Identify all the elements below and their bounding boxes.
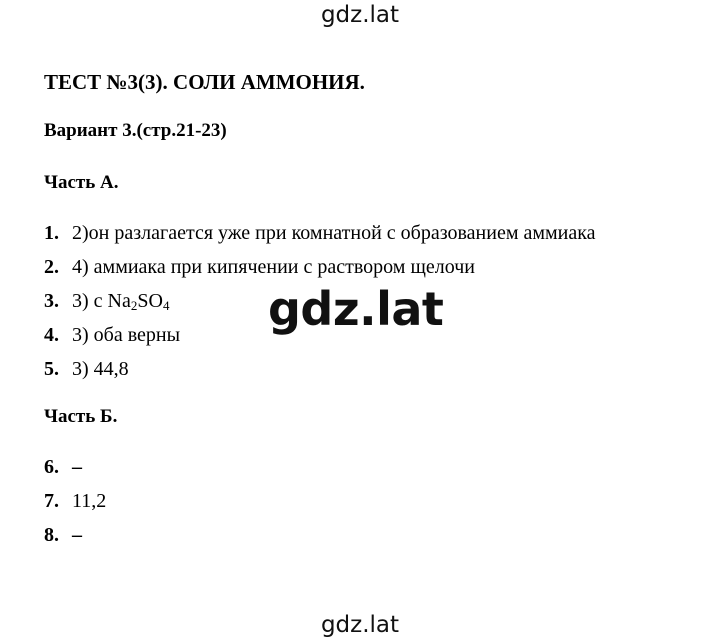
part-a-heading: Часть А.	[44, 172, 119, 193]
answer-item	[44, 222, 596, 245]
answer-text: –	[72, 456, 82, 478]
answer-text	[72, 290, 169, 312]
watermark-bottom: gdz.lat	[320, 612, 400, 638]
answer-text: 3) 44,8	[72, 358, 129, 380]
answer-item	[44, 524, 82, 547]
answer-item	[44, 358, 129, 381]
answer-text: 4) аммиака при кипячении с раствором щелочи	[72, 256, 475, 278]
formula-subscript: 4	[162, 298, 170, 313]
answer-item	[44, 256, 475, 279]
part-b-heading: Часть Б.	[44, 406, 118, 427]
answer-text: –	[72, 524, 82, 546]
answer-text: 2)он разлагается уже при комнатной с образованием аммиака	[72, 222, 596, 244]
answer-item	[44, 324, 180, 347]
formula-mid: SO	[137, 290, 163, 312]
answer-number: 3.	[44, 290, 59, 312]
answer-number: 1.	[44, 222, 59, 244]
watermark-top: gdz.lat	[320, 2, 400, 28]
watermark-center: gdz.lat	[268, 282, 444, 336]
answer-number: 6.	[44, 456, 59, 478]
test-title: ТЕСТ №3(3). СОЛИ АММОНИЯ.	[44, 70, 365, 94]
answer-number: 2.	[44, 256, 59, 278]
answer-text: 11,2	[72, 490, 107, 512]
answer-item	[44, 490, 106, 513]
answer-number: 4.	[44, 324, 59, 346]
answer-number: 7.	[44, 490, 59, 512]
answer-number: 5.	[44, 358, 59, 380]
answer-item	[44, 290, 169, 313]
formula-prefix: 3) с Na	[72, 290, 131, 312]
answer-number: 8.	[44, 524, 59, 546]
answer-item	[44, 456, 82, 479]
variant-heading: Вариант 3.(стр.21-23)	[44, 120, 227, 141]
answer-text: 3) оба верны	[72, 324, 181, 346]
formula-subscript: 2	[130, 298, 138, 313]
